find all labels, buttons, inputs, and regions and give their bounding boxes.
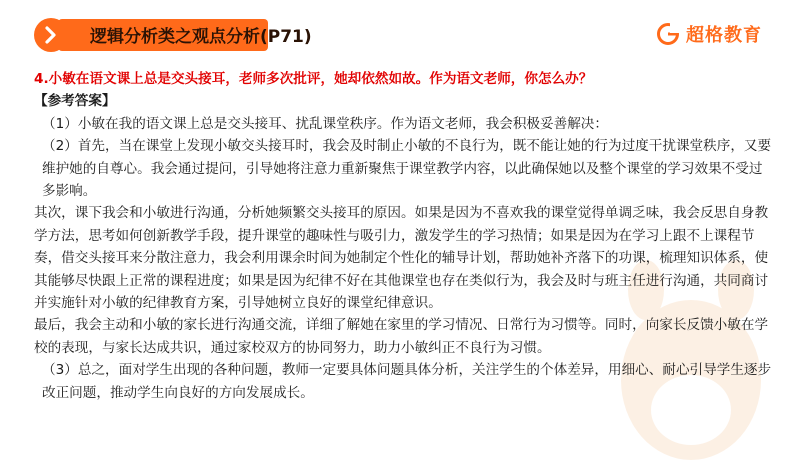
g-logo-icon [656,22,680,46]
answer-paragraph-1: （1）小敏在我的语文课上总是交头接耳、扰乱课堂秩序。作为语文老师，我会积极妥善解决： [42,115,608,132]
header-bar [0,0,800,64]
document-body [34,68,774,404]
brand-name: 超格教育 [686,25,762,46]
answer-paragraph-5: （3）总之，面对学生出现的各种问题，教师一定要具体问题具体分析，关注学生的个体差异，用细心、耐心引导学生逐步改正问题，推动学生向良好的方向发展成长。 [42,362,772,401]
answer-paragraph-4: 最后，我会主动和小敏的家长进行沟通交流，详细了解她在家里的学习情况、日常行为习惯等。同时，向家长反馈小敏在学校的表现，与家长达成共识，通过家校双方的协同努力，助力小敏纠正不良行为习惯。 [34,317,769,356]
question-text: 4.小敏在语文课上总是交头接耳，老师多次批评，她却依然如故。作为语文老师，你怎么办？ [34,71,593,87]
answer-paragraph-2: （2）首先，当在课堂上发现小敏交头接耳时，我会及时制止小敏的不良行为，既不能让她的行为过度干扰课堂秩序，又要维护她的自尊心。我会通过提问，引导她将注意力重新聚焦于课堂教学内容，以此确保她以及整个课堂的学习效果不受过多影响。 [42,138,772,200]
page-title: 逻辑分析类之观点分析(P71) [90,27,312,47]
answer-paragraph-3: 其次，课下我会和小敏进行沟通，分析她频繁交头接耳的原因。如果是因为不喜欢我的课堂觉得单调乏味，我会反思自身教学方法，思考如何创新教学手段，提升课堂的趣味性与吸引力，激发学生的学习热情；如果是因为在学习上跟不上课程节奏，借交头接耳来分散注意力，我会利用课余时间为她制定个性化的辅导计划，帮助她补齐落下的功课，梳理知识体系，使其能够尽快跟上正常的课程进度；如果是因为纪律不好在其他课堂也存在类似行为，我会及时与班主任进行沟通，共同商讨并实施针对小敏的纪律教育方案，引导她树立良好的课堂纪律意识。 [34,205,769,312]
chevron-right-icon [34,18,68,52]
answer-heading: 【参考答案】 [34,93,116,110]
brand-logo [656,20,762,48]
